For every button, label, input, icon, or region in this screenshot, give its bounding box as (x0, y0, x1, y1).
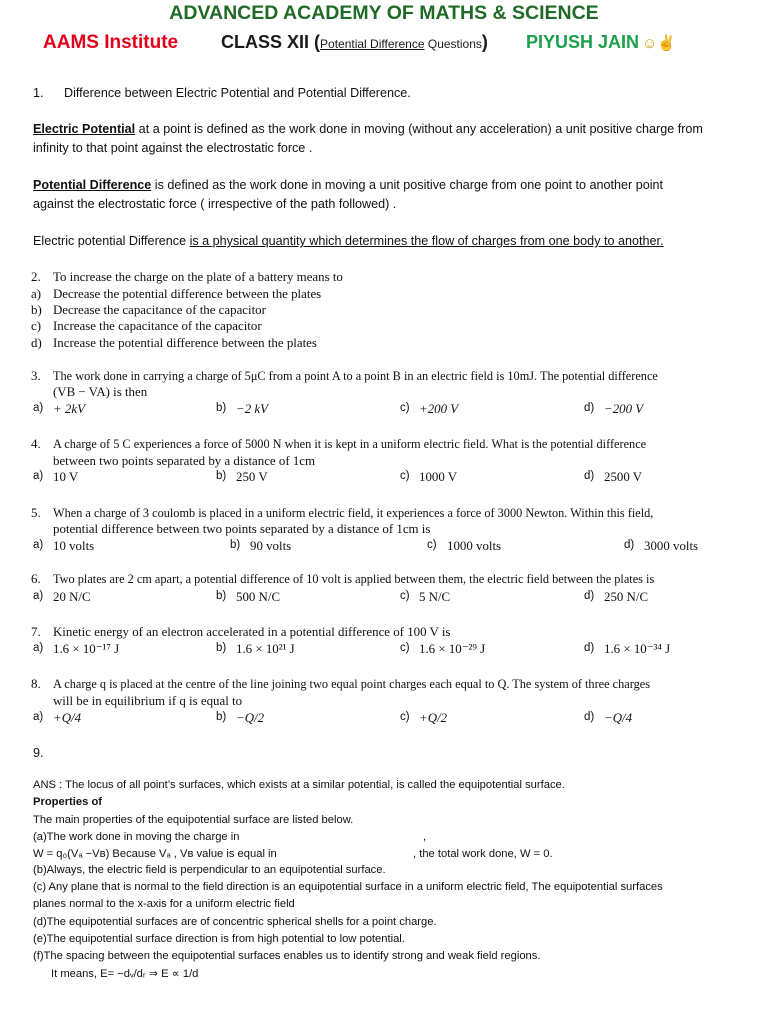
epd-underlined: is a physical quantity which determines the flow of charges from one body to another. (189, 234, 664, 248)
q3-line1: The work done in carrying a charge of 5μC from a point A to a point B in an electric field is 10mJ. The potential difference (53, 369, 658, 383)
q4-option-b: 250 V (236, 470, 268, 484)
q5-option-c: 1000 volts (447, 539, 502, 553)
q2-option-d-label: d) (31, 336, 42, 350)
epd-statement (33, 234, 664, 248)
q5-number: 5. (31, 506, 41, 520)
q7-option-d-label: d) (584, 642, 595, 654)
q6-number: 6. (31, 572, 41, 586)
q7-option-c: 1.6 × 10⁻²⁹ J (419, 642, 486, 656)
class-subject-wrap (320, 37, 482, 51)
ep-line1: at a point is defined as the work done in moving (without any acceleration) a unit positive charge from (135, 122, 703, 136)
q3-option-a-label: a) (33, 402, 44, 414)
q8-option-d-label: d) (584, 711, 595, 723)
q3-option-b-label: b) (216, 402, 227, 414)
q3-option-c: +200 V (419, 402, 459, 416)
q8-option-a: +Q/4 (53, 711, 82, 725)
properties-intro: The main properties of the equipotential surface are listed below. (33, 814, 354, 826)
properties-heading: Properties of (33, 796, 103, 808)
q6-option-d: 250 N/C (604, 590, 649, 604)
q7-option-b: 1.6 × 10²¹ J (236, 642, 295, 656)
q4-option-d: 2500 V (604, 470, 643, 484)
ep-definition-line1 (33, 122, 703, 136)
q5-option-b-label: b) (230, 539, 241, 551)
q8-option-d: −Q/4 (604, 711, 633, 725)
pd-term: Potential Difference (33, 178, 152, 192)
ep-line2: infinity to that point against the electrostatic force . (33, 141, 313, 155)
q8-line2: will be in equilibrium if q is equal to (53, 694, 243, 708)
q4-option-c: 1000 V (419, 470, 458, 484)
q6-option-a: 20 N/C (53, 590, 91, 604)
q6-line1: Two plates are 2 cm apart, a potential difference of 10 volt is applied between them, the electric field between the plates is (53, 572, 655, 586)
q9-number: 9. (33, 746, 44, 760)
q5-line1: When a charge of 3 coulomb is placed in a uniform electric field, it experiences a force of 3000 Newton. Within this field, (53, 506, 654, 520)
q4-option-c-label: c) (400, 470, 410, 482)
q5-option-a-label: a) (33, 539, 44, 551)
q2-option-c-label: c) (31, 319, 42, 333)
work-formula: W = q₀(Vₐ −Vʙ) Because Vₐ , Vʙ value is equal in (33, 848, 277, 860)
q4-line1: A charge of 5 C experiences a force of 5000 N when it is kept in a uniform electric field. What is the potential difference (53, 437, 647, 451)
property-f: (f)The spacing between the equipotential surfaces enables us to identify strong and weak field regions. (33, 950, 541, 962)
q1-text: Difference between Electric Potential and Potential Difference. (64, 86, 411, 100)
q9-answer: ANS : The locus of all point’s surfaces, which exists at a similar potential, is called the equipotential surface. (33, 779, 565, 791)
q8-number: 8. (31, 677, 41, 691)
author-text: PIYUSH JAIN (526, 32, 640, 52)
q6-option-a-label: a) (33, 590, 44, 602)
author-name (526, 32, 676, 53)
q5-option-b: 90 volts (250, 539, 292, 553)
q4-option-a-label: a) (33, 470, 44, 482)
q2-option-b-label: b) (31, 303, 42, 317)
class-heading (221, 32, 488, 53)
q5-option-c-label: c) (427, 539, 437, 551)
q4-line2: between two points separated by a distance of 1cm (53, 454, 316, 468)
page-title: ADVANCED ACADEMY OF MATHS & SCIENCE (169, 2, 599, 24)
institute-name: AAMS Institute (43, 32, 179, 53)
class-prefix: CLASS XII ( (221, 32, 321, 52)
q1-number: 1. (33, 86, 44, 100)
q4-option-a: 10 V (53, 470, 79, 484)
ep-term: Electric Potential (33, 122, 136, 136)
class-subject: Potential Difference (320, 37, 425, 51)
q4-option-d-label: d) (584, 470, 595, 482)
q8-option-c: +Q/2 (419, 711, 448, 725)
q7-option-b-label: b) (216, 642, 227, 654)
epd-prefix: Electric potential Difference (33, 234, 190, 248)
property-c-line1: (c) Any plane that is normal to the field direction is an equipotential surface in a uniform electric field, The equipotential surfaces (33, 881, 663, 893)
pd-definition-line1 (33, 178, 663, 192)
q2-option-c: Increase the capacitance of the capacitor (53, 319, 262, 333)
q8-option-b-label: b) (216, 711, 227, 723)
q7-line1: Kinetic energy of an electron accelerated in a potential difference of 100 V is (53, 625, 451, 639)
q2-option-a-label: a) (31, 287, 42, 301)
q8-option-b: −Q/2 (236, 711, 265, 725)
q2-option-d: Increase the potential difference between the plates (53, 336, 317, 350)
q6-option-b-label: b) (216, 590, 227, 602)
class-suffix-word: Questions (424, 37, 482, 51)
q6-option-b: 500 N/C (236, 590, 281, 604)
q3-option-b: −2 kV (236, 402, 268, 416)
q3-option-d-label: d) (584, 402, 595, 414)
q7-option-c-label: c) (400, 642, 410, 654)
smile-victory-icon: ☺✌ (642, 35, 677, 52)
property-d: (d)The equipotential surfaces are of concentric spherical shells for a point charge. (33, 916, 437, 928)
q2-option-b: Decrease the capacitance of the capacitor (53, 303, 266, 317)
q6-option-c: 5 N/C (419, 590, 451, 604)
property-a: (a)The work done in moving the charge in (33, 831, 240, 843)
q3-option-d: −200 V (604, 402, 644, 416)
property-a-comma: , (423, 831, 427, 843)
q5-line2: potential difference between two points separated by a distance of 1cm is (53, 522, 431, 536)
q7-option-a: 1.6 × 10⁻¹⁷ J (53, 642, 120, 656)
q7-option-a-label: a) (33, 642, 44, 654)
q5-option-d-label: d) (624, 539, 635, 551)
q3-option-a: + 2kV (53, 402, 85, 416)
field-relation: It means, E= −dᵥ/dᵣ ⇒ E ∝ 1/d (51, 968, 199, 980)
property-b: (b)Always, the electric field is perpendicular to an equipotential surface. (33, 864, 386, 876)
q3-number: 3. (31, 369, 41, 383)
q2-option-a: Decrease the potential difference between the plates (53, 287, 322, 301)
q4-number: 4. (31, 437, 41, 451)
q3-line2: (VB − VA) is then (53, 385, 148, 399)
q3-option-c-label: c) (400, 402, 410, 414)
q2-text: To increase the charge on the plate of a battery means to (53, 270, 343, 284)
q8-option-a-label: a) (33, 711, 44, 723)
q4-option-b-label: b) (216, 470, 227, 482)
q6-option-d-label: d) (584, 590, 595, 602)
q2-number: 2. (31, 270, 41, 284)
q8-option-c-label: c) (400, 711, 410, 723)
q5-option-d: 3000 volts (644, 539, 699, 553)
q7-option-d: 1.6 × 10⁻³⁴ J (604, 642, 671, 656)
work-formula-tail: , the total work done, W = 0. (413, 848, 553, 860)
pd-line2: against the electrostatic force ( irrespective of the path followed) . (33, 197, 397, 211)
pd-line1: is defined as the work done in moving a unit positive charge from one point to another point (151, 178, 664, 192)
property-e: (e)The equipotential surface direction is from high potential to low potential. (33, 933, 405, 945)
class-close: ) (481, 32, 488, 52)
property-c-line2: planes normal to the x-axis for a uniform electric field (33, 898, 295, 910)
q7-number: 7. (31, 625, 41, 639)
q5-option-a: 10 volts (53, 539, 95, 553)
q6-option-c-label: c) (400, 590, 410, 602)
q8-line1: A charge q is placed at the centre of the line joining two equal point charges each equal to Q. The system of three charges (53, 677, 650, 691)
